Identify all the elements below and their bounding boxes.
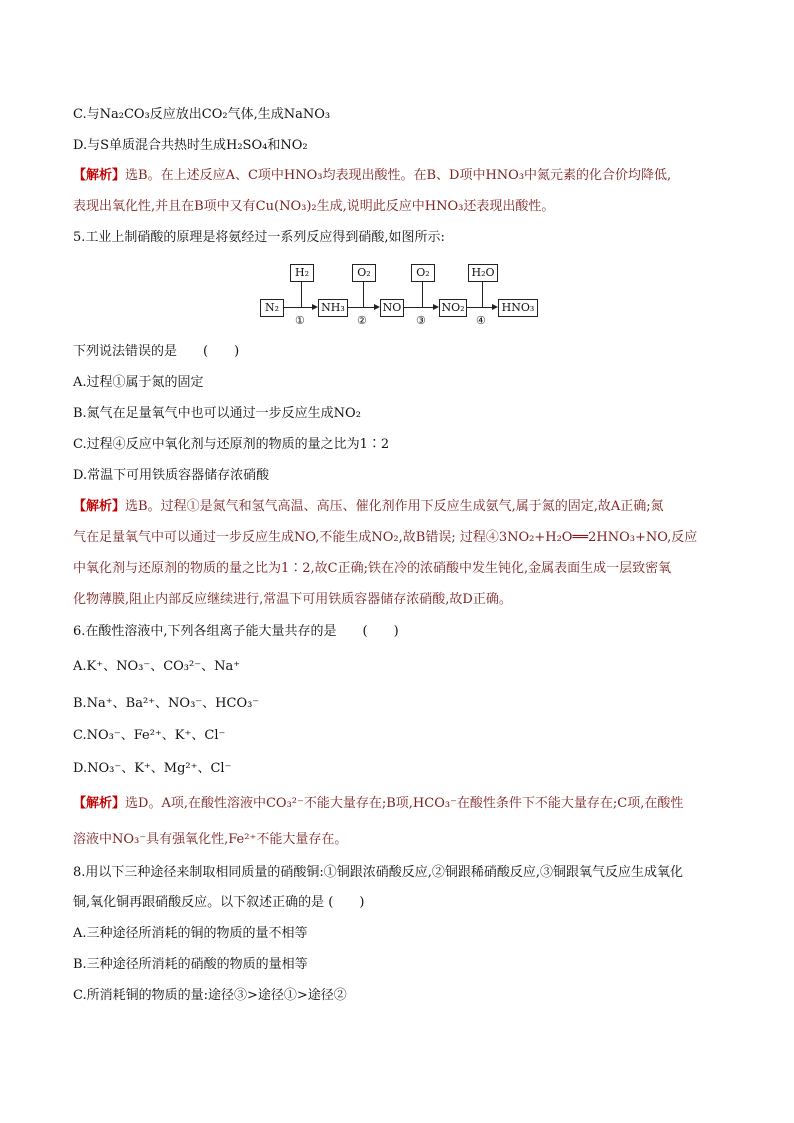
q6-stem: 6.在酸性溶液中,下列各组离子能大量共存的是 ( ) (73, 624, 399, 639)
species-hno3: HNO₃ (498, 299, 538, 317)
q6-analysis-line-1 (73, 795, 683, 813)
connector-4 (482, 282, 483, 307)
q5-analysis-line-4: 化物薄膜,阻止内部反应继续进行,常温下可用铁质容器储存浓硝酸,故D正确。 (73, 592, 512, 607)
q6-analysis-text-1: 选D。A项,在酸性溶液中CO₃²⁻不能大量存在;B项,HCO₃⁻在酸性条件下不能大量存在;C项,在酸性 (125, 796, 684, 811)
q6-analysis-line-2: 溶液中NO₃⁻具有强氧化性,Fe²⁺不能大量存在。 (73, 832, 348, 847)
arrowhead-2 (374, 304, 380, 310)
connector-1 (301, 282, 302, 307)
reagent-h2o: H₂O (468, 264, 498, 282)
q5-option-d: D.常温下可用铁质容器储存浓硝酸 (73, 468, 270, 483)
q5-stem: 5.工业上制硝酸的原理是将氨经过一系列反应得到硝酸,如图所示: (73, 230, 445, 245)
arrow-4 (466, 307, 493, 308)
arrowhead-3 (433, 304, 439, 310)
species-n2: N₂ (260, 299, 284, 317)
q5-option-c: C.过程④反应中氧化剂与还原剂的物质的量之比为1∶2 (73, 437, 390, 452)
step-3-label: ③ (416, 314, 426, 327)
connector-3 (422, 282, 423, 307)
q6-option-d: D.NO₃⁻、K⁺、Mg²⁺、Cl⁻ (73, 761, 232, 776)
q4-analysis-text-1: 选B。在上述反应A、C项中HNO₃均表现出酸性。在B、D项中HNO₃中氮元素的化合价均降低, (125, 168, 672, 183)
q5-analysis-text-1: 选B。过程①是氮气和氢气高温、高压、催化剂作用下反应生成氨气,属于氮的固定,故A正确;氮 (125, 499, 664, 514)
q4-analysis-line-2: 表现出氧化性,并且在B项中又有Cu(NO₃)₂生成,说明此反应中HNO₃还表现出酸性。 (73, 199, 555, 214)
reagent-h2: H₂ (290, 264, 314, 282)
q5-option-b: B.氮气在足量氧气中也可以通过一步反应生成NO₂ (73, 406, 361, 421)
q4-analysis-line-1 (73, 167, 671, 185)
q4-option-d: D.与S单质混合共热时生成H₂SO₄和NO₂ (73, 138, 308, 153)
q8-stem-line-1: 8.用以下三种途径来制取相同质量的硝酸铜:①铜跟浓硝酸反应,②铜跟稀硝酸反应,③铜跟氧气反应生成氧化 (73, 865, 684, 880)
q5-prompt: 下列说法错误的是 ( ) (73, 344, 240, 359)
analysis-tag: 【解析】 (73, 168, 126, 183)
arrowhead-4 (492, 304, 498, 310)
q6-option-b: B.Na⁺、Ba²⁺、NO₃⁻、HCO₃⁻ (73, 696, 260, 711)
q8-stem-line-2: 铜,氧化铜再跟硝酸反应。以下叙述正确的是 ( ) (73, 895, 365, 910)
q5-analysis-line-2: 气在足量氧气中可以通过一步反应生成NO,不能生成NO₂,故B错误; 过程④3NO₂+H₂O══2HNO₃+NO,反应 (73, 530, 698, 545)
species-no2: NO₂ (439, 299, 467, 317)
step-2-label: ② (357, 314, 367, 327)
q4-option-c: C.与Na₂CO₃反应放出CO₂气体,生成NaNO₃ (73, 107, 331, 122)
arrow-1 (283, 307, 313, 308)
species-nh3: NH₃ (318, 299, 348, 317)
arrow-3 (403, 307, 434, 308)
arrowhead-1 (312, 304, 318, 310)
connector-2 (363, 282, 364, 307)
nitric-acid-process-diagram (256, 262, 546, 328)
q8-option-c: C.所消耗铜的物质的量:途径③>途径①>途径② (73, 988, 347, 1003)
reagent-o2-a: O₂ (352, 264, 376, 282)
step-1-label: ① (295, 314, 305, 327)
species-no: NO (380, 299, 404, 317)
step-4-label: ④ (476, 314, 486, 327)
q6-option-c: C.NO₃⁻、Fe²⁺、K⁺、Cl⁻ (73, 728, 226, 743)
q5-analysis-line-1 (73, 498, 664, 516)
analysis-tag: 【解析】 (73, 499, 126, 514)
reagent-o2-b: O₂ (411, 264, 435, 282)
analysis-tag: 【解析】 (73, 796, 126, 811)
q8-option-a: A.三种途径所消耗的铜的物质的量不相等 (73, 926, 308, 941)
arrow-2 (347, 307, 375, 308)
q6-option-a: A.K⁺、NO₃⁻、CO₃²⁻、Na⁺ (73, 659, 241, 674)
q8-option-b: B.三种途径所消耗的硝酸的物质的量相等 (73, 957, 308, 972)
q5-option-a: A.过程①属于氮的固定 (73, 375, 204, 390)
q5-analysis-line-3: 中氧化剂与还原剂的物质的量之比为1∶2,故C正确;铁在冷的浓硝酸中发生钝化,金属表面生成一层致密氧 (73, 561, 672, 576)
